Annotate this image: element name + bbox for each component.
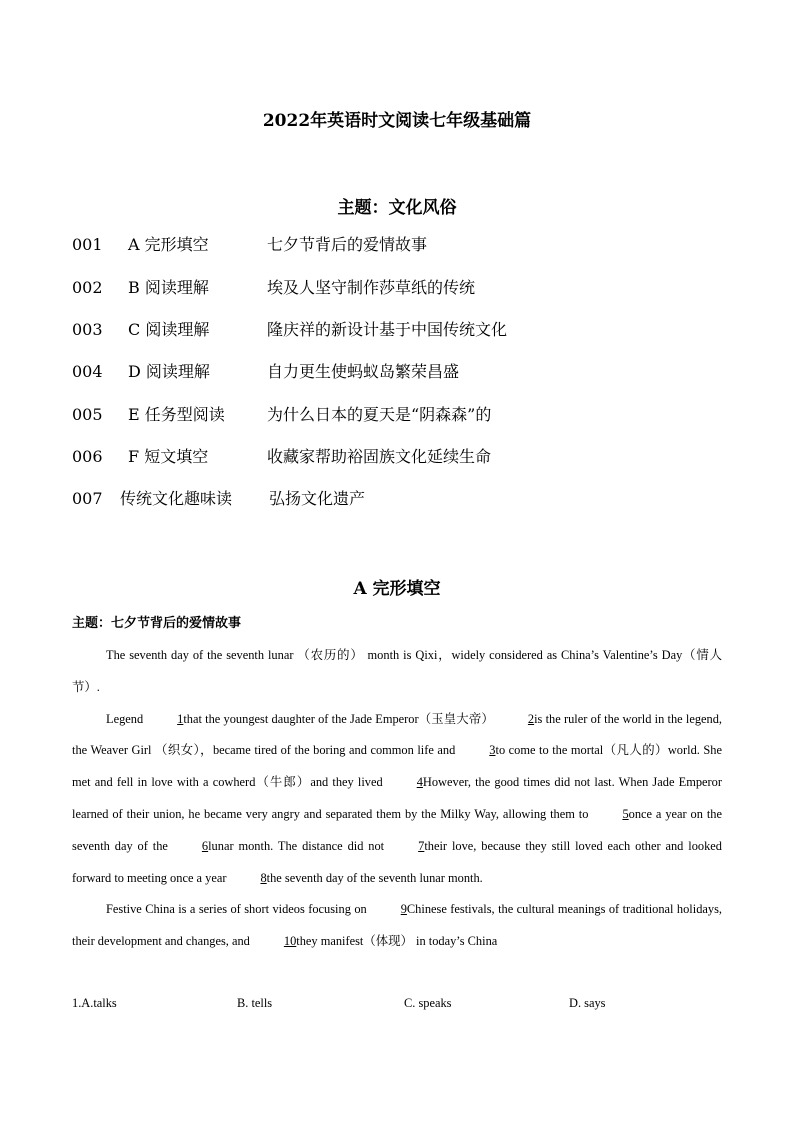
toc-row [72, 487, 732, 511]
cloze-blank: 2 [527, 711, 535, 726]
cloze-blank: 8 [260, 870, 267, 885]
passage-text: the seventh day of the seventh lunar month. [266, 870, 483, 885]
toc-section: E 任务型阅读 [128, 405, 225, 424]
option-a: 1.A.talks [72, 996, 117, 1010]
toc-row [72, 445, 732, 469]
toc-number: 005 [72, 405, 103, 424]
toc-number: 001 [72, 235, 103, 254]
passage-text: Chinese festivals, the cultural meanings of traditional holidays, their development and changes, and [72, 902, 723, 949]
toc-section: D 阅读理解 [128, 362, 210, 381]
passage-paragraph-2 [72, 704, 722, 895]
cloze-blank: 10 [283, 934, 297, 949]
toc-number: 007 [72, 489, 103, 508]
toc-section: C 阅读理解 [128, 320, 210, 339]
option-d: D. says [569, 996, 606, 1010]
toc-row [72, 276, 732, 300]
cloze-blank: 4 [416, 775, 423, 790]
passage-text: to come to the mortal（凡人的）world. She met and fell in love with a cowherd（牛郎）and they lived [72, 743, 722, 790]
passage-text: that the youngest daughter of the Jade Emperor（玉皇大帝） [183, 711, 494, 726]
toc-topic: 收藏家帮助裕固族文化延续生命 [267, 447, 492, 466]
passage-text: Legend [106, 711, 144, 726]
toc-section: 传统文化趣味读 [120, 489, 233, 508]
document-title: 2022年英语时文阅读七年级基础篇 [262, 111, 532, 131]
option-c: C. speaks [404, 996, 452, 1010]
cloze-passage [72, 640, 722, 958]
option-b: B. tells [237, 996, 273, 1010]
passage-text: lunar month. The distance did not [208, 838, 385, 853]
toc-row [72, 318, 732, 342]
cloze-blank: 1 [177, 711, 184, 726]
question-1-options [72, 991, 732, 1015]
toc-section: F 短文填空 [128, 447, 209, 466]
cloze-blank: 7 [418, 838, 425, 853]
cloze-blank: 6 [201, 838, 209, 853]
passage-text: once a year on the seventh day of the [72, 806, 722, 853]
cloze-blank: 5 [622, 806, 629, 821]
toc-number: 003 [72, 320, 103, 339]
toc-topic: 隆庆祥的新设计基于中国传统文化 [267, 320, 508, 339]
passage-paragraph-1: The seventh day of the seventh lunar （农历的） month is Qixi，widely considered as China’s Valentine’s Day（情人节）. [72, 648, 722, 694]
toc-section: B 阅读理解 [128, 278, 209, 297]
toc-topic: 埃及人坚守制作莎草纸的传统 [267, 278, 476, 297]
toc-number: 006 [72, 447, 103, 466]
toc-topic: 为什么日本的夏天是“阴森森”的 [267, 405, 492, 424]
cloze-blank: 3 [489, 743, 496, 758]
toc-row [72, 360, 732, 384]
passage-text: they manifest（体现） in today’s China [296, 934, 498, 949]
passage-text: However, the good times did not last. When Jade Emperor learned of their union, he became very angry and separated them by the Milky Way, allowing them to [72, 775, 722, 821]
toc-number: 004 [72, 362, 103, 381]
toc-section: A 完形填空 [128, 235, 209, 254]
toc-number: 002 [72, 278, 103, 297]
toc-row [72, 233, 732, 257]
passage-paragraph-3 [72, 894, 722, 958]
section-a-topic: 主题：七夕节背后的爱情故事 [72, 616, 242, 631]
section-a-heading: A 完形填空 [353, 579, 441, 599]
cloze-blank: 9 [400, 902, 407, 917]
passage-text: is the ruler of the world in the legend, the Weaver Girl （织女），became tired of the boring and common life and [72, 711, 722, 758]
toc-topic: 七夕节背后的爱情故事 [267, 235, 428, 254]
toc-topic: 弘扬文化遗产 [269, 489, 366, 508]
toc-topic: 自力更生使蚂蚁岛繁荣昌盛 [267, 362, 460, 381]
passage-text: Festive China is a series of short videos focusing on [106, 902, 367, 917]
toc-row [72, 403, 732, 427]
theme-heading: 主题：文化风俗 [337, 198, 457, 218]
passage-text: their love, because they still loved each other and looked forward to meeting once a year [72, 838, 723, 885]
